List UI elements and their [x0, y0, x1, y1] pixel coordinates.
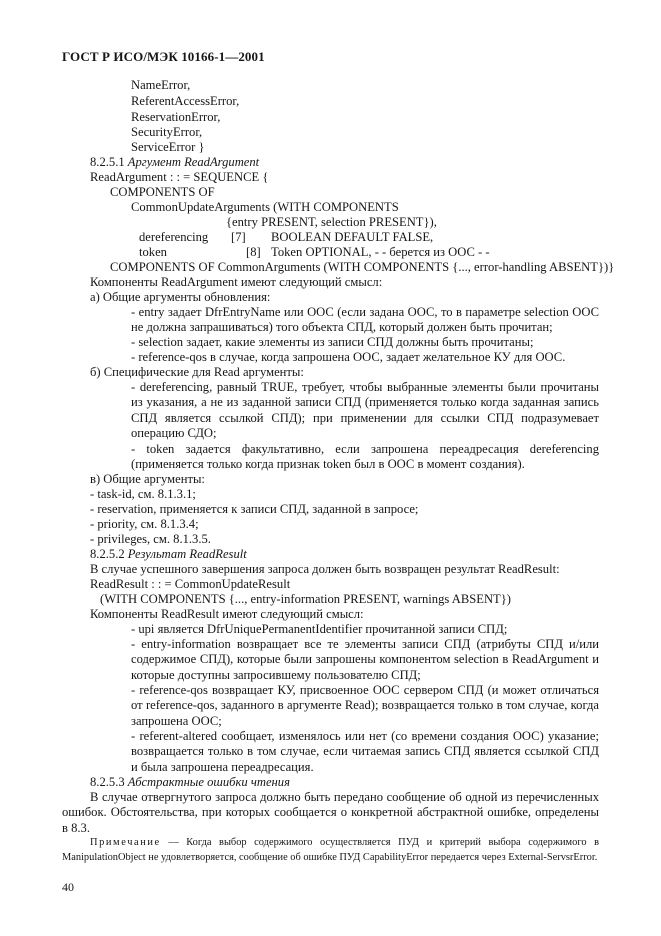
list-item: - dereferencing, равный TRUE, требует, чтобы выбранные элементы были прочитаны из указания, а не из заданной записи СПД (применяется только когда заданная запись СПД является ссылкой СПД); при применении для ссылки СПД подразумевает операцию СДО;	[131, 380, 599, 440]
error-item: NameError,	[131, 78, 191, 92]
list-item: - task-id, см. 8.1.3.1;	[90, 487, 196, 501]
code-type: BOOLEAN DEFAULT FALSE,	[271, 230, 434, 244]
list-item: - entry-information возвращает все те элементы записи СПД (атрибуты СПД и/или содержимое СПД), которые были запрошены компонентом selection в ReadArgument и которые доступны запросившему пользователю СПД;	[131, 637, 599, 682]
code-field: dereferencing	[139, 230, 209, 244]
list-item: - reference-qos в случае, когда запрошена ООС, задает желательное КУ для ООС.	[131, 350, 566, 364]
section-number: 8.2.5.3	[90, 775, 125, 789]
list-heading: а) Общие аргументы обновления:	[90, 290, 271, 304]
code-line: ReadArgument : : = SEQUENCE {	[90, 170, 269, 184]
code-type: Token OPTIONAL, - - берется из ООС - -	[271, 245, 490, 259]
error-item: ReferentAccessError,	[131, 94, 240, 108]
code-line	[139, 230, 208, 245]
section-number: 8.2.5.1	[90, 155, 125, 169]
code-tag: [8]	[246, 245, 261, 259]
error-item: SecurityError,	[131, 125, 203, 139]
list-item: - reference-qos возвращает КУ, присвоенное ООС сервером СПД (и может отличаться от reference-qos, заданного в аргументе Read); возвращается только в том случае, когда запрошена ООС;	[131, 683, 599, 728]
section-heading-8251	[90, 155, 259, 170]
error-item: ServiceError }	[131, 140, 205, 154]
code-line: (WITH COMPONENTS {..., entry-information PRESENT, warnings ABSENT})	[100, 592, 511, 606]
list-item: - entry задает DfrEntryName или ООС (если задана ООС, то в параметре selection ООС не должна запрашиваться) того объекта СПД, который должен быть прочитан;	[131, 305, 599, 335]
paragraph: Компоненты ReadArgument имеют следующий смысл:	[90, 275, 383, 289]
code-tag: [7]	[231, 230, 246, 244]
note	[62, 836, 599, 866]
list-heading: в) Общие аргументы:	[90, 472, 205, 486]
page-number: 40	[62, 880, 74, 894]
list-heading: б) Специфические для Read аргументы:	[90, 365, 304, 379]
note-text: — Когда выбор содержимого осуществляется ПУД и критерий выбора содержимого в ManipulationObject не удовлетворяется, сообщение об ошибке ПУД CapabilityError передается через External-ServsrError.	[62, 837, 599, 863]
section-heading-8252	[90, 547, 247, 562]
code-line: COMPONENTS OF	[110, 185, 215, 199]
list-item: - reservation, применяется к записи СПД, заданной в запросе;	[90, 502, 419, 516]
section-title: Абстрактные ошибки чтения	[127, 775, 290, 789]
paragraph: Компоненты ReadResult имеют следующий смысл:	[90, 607, 364, 621]
document-header: ГОСТ Р ИСО/МЭК 10166-1—2001	[62, 49, 265, 64]
section-number: 8.2.5.2	[90, 547, 125, 561]
section-title: Результат ReadResult	[127, 547, 247, 561]
code-line: COMPONENTS OF CommonArguments (WITH COMPONENTS {..., error-handling ABSENT})}	[110, 260, 615, 274]
code-line: CommonUpdateArguments (WITH COMPONENTS	[131, 200, 399, 214]
list-item: - referent-altered сообщает, изменялось или нет (со времени создания ООС) указание; возвращается только в том случае, если читаемая запись СПД является ссылкой СПД и была запрошена переадресация.	[131, 729, 599, 774]
list-item: - privileges, см. 8.1.3.5.	[90, 532, 211, 546]
list-item: - priority, см. 8.1.3.4;	[90, 517, 199, 531]
list-item: - token задается факультативно, если запрошена переадресация dereferencing (применяется только когда признак token был в ООС в момент создания).	[131, 442, 599, 472]
section-heading-8253	[90, 775, 290, 790]
error-item: ReservationError,	[131, 110, 221, 124]
code-line: ReadResult : : = CommonUpdateResult	[90, 577, 291, 591]
code-line: {entry PRESENT, selection PRESENT}),	[226, 215, 437, 229]
paragraph: В случае отвергнутого запроса должно быть передано сообщение об одной из перечисленных ошибок. Обстоятельства, при которых сообщается о конкретной абстрактной ошибке, определены в 8.3.	[62, 790, 599, 835]
section-title: Аргумент ReadArgument	[127, 155, 260, 169]
note-label: Примечание	[90, 837, 161, 848]
code-field: token	[139, 245, 167, 259]
list-item: - upi является DfrUniquePermanentIdentifier прочитанной записи СПД;	[131, 622, 508, 636]
list-item: - selection задает, какие элементы из записи СПД должны быть прочитаны;	[131, 335, 534, 349]
paragraph: В случае успешного завершения запроса должен быть возвращен результат ReadResult:	[90, 562, 560, 576]
